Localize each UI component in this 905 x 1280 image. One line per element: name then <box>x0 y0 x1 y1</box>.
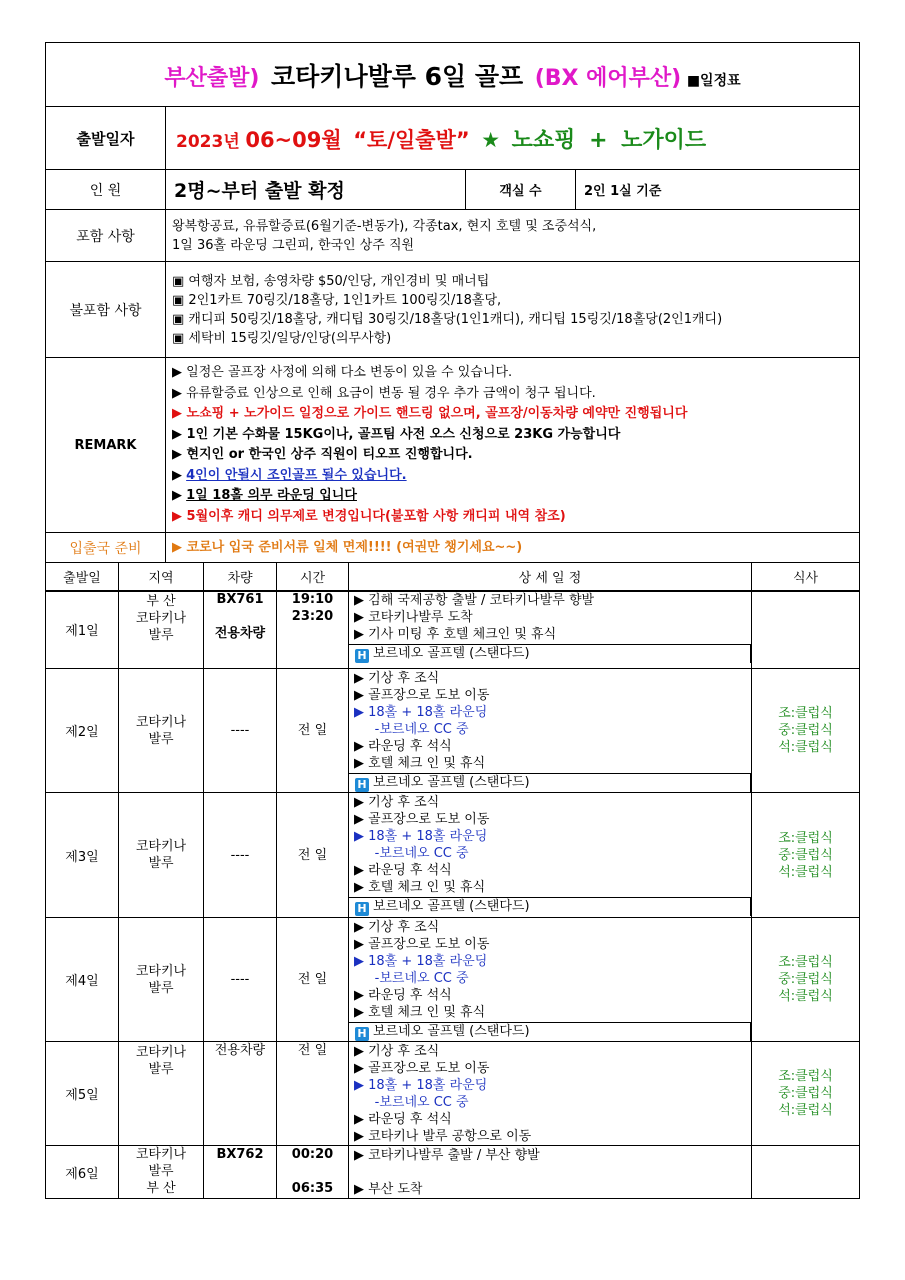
excluded-label: 불포함 사항 <box>46 262 166 358</box>
schedule-step: -보르네오 CC 중 <box>354 971 469 986</box>
region-cell: 부 산 코타키나 발루 <box>119 591 204 669</box>
hotel-line <box>349 1022 751 1041</box>
schedule-row <box>46 1146 860 1199</box>
remark-line-round <box>172 486 853 507</box>
departure-year: 2023년 <box>176 131 240 152</box>
region-cell: 코타키나 발루 <box>119 793 204 918</box>
people-label: 인 원 <box>46 170 166 210</box>
meals-cell <box>752 591 860 669</box>
remark-line-join <box>172 466 853 487</box>
schedule-step: ▶ 18홀 + 18홀 라운딩 <box>354 954 488 969</box>
schedule-table <box>45 562 860 592</box>
schedule-step: ▶ 18홀 + 18홀 라운딩 <box>354 1078 488 1093</box>
remark-text <box>166 358 860 533</box>
hotel-name: 보르네오 골프텔 (스탠다드) <box>373 899 530 914</box>
vehicle-cell: 전용차량 <box>204 1042 277 1146</box>
time-cell: 전 일 <box>277 669 349 793</box>
hotel-icon: H <box>355 1027 369 1041</box>
room-label: 객실 수 <box>466 170 576 210</box>
meals-cell <box>752 1146 860 1199</box>
header-time: 시간 <box>277 562 349 591</box>
vehicle-cell: BX762 <box>204 1146 277 1199</box>
schedule-step: ▶ 호텔 체크 인 및 휴식 <box>354 880 486 895</box>
schedule-step <box>349 1164 751 1181</box>
region-cell: 코타키나 발루 <box>119 669 204 793</box>
title-prefix: 부산출발) <box>164 65 260 91</box>
entry-label: 입출국 준비 <box>46 533 166 563</box>
title-main: 코타키나발루 6일 골프 <box>271 61 524 91</box>
join-golf-link[interactable]: 4인이 안될시 조인골프 될수 있습니다. <box>186 467 407 483</box>
hotel-line <box>349 897 751 916</box>
detail-cell <box>349 591 752 669</box>
detail-cell <box>349 1146 752 1199</box>
schedule-step: ▶ 코타키나 발루 공항으로 이동 <box>354 1129 532 1144</box>
remark-line-highlight: ▶ 노쇼핑 + 노가이드 일정으로 가이드 핸드링 없으며, 골프장/이동차량 예약만 진행됩니다 <box>172 404 853 425</box>
departure-label: 출발일자 <box>46 107 166 170</box>
star-icon: ★ <box>481 127 501 152</box>
time-cell: 전 일 <box>277 918 349 1042</box>
schedule-step: ▶ 라운딩 후 석식 <box>354 1112 452 1127</box>
included-text <box>166 210 860 262</box>
departure-days: “토/일출발” <box>353 127 470 152</box>
schedule-step: ▶ 골프장으로 도보 이동 <box>354 688 490 703</box>
day-cell: 제2일 <box>46 669 119 793</box>
remark-label: REMARK <box>46 358 166 533</box>
header-vehicle: 차량 <box>204 562 277 591</box>
schedule-row <box>46 918 860 1042</box>
hotel-name: 보르네오 골프텔 (스탠다드) <box>373 775 530 790</box>
schedule-step: ▶ 골프장으로 도보 이동 <box>354 1061 490 1076</box>
vehicle-cell: ---- <box>204 918 277 1042</box>
hotel-line <box>349 644 751 663</box>
day-cell: 제6일 <box>46 1146 119 1199</box>
schedule-step: ▶ 골프장으로 도보 이동 <box>354 937 490 952</box>
header-meals: 식사 <box>752 562 860 591</box>
remark-round-text: 1일 18홀 의무 라운딩 입니다 <box>186 488 357 503</box>
schedule-step: ▶ 18홀 + 18홀 라운딩 <box>354 829 488 844</box>
schedule-step: ▶ 기사 미팅 후 호텔 체크인 및 휴식 <box>354 627 557 642</box>
meals-cell: 조:클럽식 중:클럽식 석:클럽식 <box>752 918 860 1042</box>
hotel-icon: H <box>355 902 369 916</box>
detail-cell <box>349 1042 752 1146</box>
schedule-body <box>45 590 860 1199</box>
title-airline: (BX 에어부산) <box>534 65 682 91</box>
included-line: 왕복항공료, 유류할증료(6월기준-변동가), 각종tax, 현지 호텔 및 조중석식, <box>172 218 597 234</box>
detail-cell <box>349 669 752 793</box>
schedule-step: ▶ 라운딩 후 석식 <box>354 739 452 754</box>
excluded-line: ▣ 2인1카트 70링깃/18홀당, 1인1카트 100링깃/18홀당, <box>172 291 853 310</box>
title-badge: ■일정표 <box>686 72 741 89</box>
detail-cell <box>349 793 752 918</box>
entry-text: ▶ 코로나 입국 준비서류 일체 면제!!!! (여권만 챙기세요~~) <box>166 533 860 563</box>
hotel-icon: H <box>355 778 369 792</box>
included-label: 포함 사항 <box>46 210 166 262</box>
schedule-step: ▶ 호텔 체크 인 및 휴식 <box>354 1005 486 1020</box>
remark-line: ▶ 1인 기본 수화물 15KG이나, 골프팀 사전 오스 신청으로 23KG 가능합니다 <box>172 425 853 446</box>
excluded-text <box>166 262 860 358</box>
excluded-line: ▣ 여행자 보험, 송영차량 $50/인당, 개인경비 및 매너팁 <box>172 272 853 291</box>
hotel-icon: H <box>355 649 369 663</box>
schedule-row <box>46 1042 860 1146</box>
hotel-name: 보르네오 골프텔 (스탠다드) <box>373 1024 530 1039</box>
title-bar <box>46 43 860 107</box>
day-cell: 제1일 <box>46 591 119 669</box>
info-table <box>45 42 860 563</box>
schedule-step: -보르네오 CC 중 <box>354 1095 469 1110</box>
hotel-name: 보르네오 골프텔 (스탠다드) <box>373 646 530 661</box>
meals-cell: 조:클럽식 중:클럽식 석:클럽식 <box>752 669 860 793</box>
region-cell: 코타키나 발루 부 산 <box>119 1146 204 1199</box>
header-region: 지역 <box>119 562 204 591</box>
remark-line: ▶ 일정은 골프장 사정에 의해 다소 변동이 있을 수 있습니다. <box>172 363 853 384</box>
schedule-step: ▶ 골프장으로 도보 이동 <box>354 812 490 827</box>
day-cell: 제4일 <box>46 918 119 1042</box>
schedule-step: ▶ 기상 후 조식 <box>354 1044 440 1059</box>
day-cell: 제5일 <box>46 1042 119 1146</box>
schedule-step: ▶ 기상 후 조식 <box>354 795 440 810</box>
departure-months: 06~09월 <box>245 127 342 152</box>
schedule-header-row <box>46 562 860 591</box>
remark-line-caddy: ▶ 5월이후 캐디 의무제로 변경입니다(불포함 사항 캐디피 내역 참조) <box>172 507 853 528</box>
day-cell: 제3일 <box>46 793 119 918</box>
schedule-step: -보르네오 CC 중 <box>354 722 469 737</box>
excluded-line: ▣ 세탁비 15링깃/일당/인당(의무사항) <box>172 329 853 348</box>
schedule-step: ▶ 라운딩 후 석식 <box>354 863 452 878</box>
time-cell: 전 일 <box>277 793 349 918</box>
vehicle-cell: ---- <box>204 669 277 793</box>
region-cell: 코타키나 발루 <box>119 1042 204 1146</box>
schedule-days <box>45 590 860 1199</box>
schedule-row <box>46 793 860 918</box>
time-cell: 00:20 06:35 <box>277 1146 349 1199</box>
schedule-step: ▶ 기상 후 조식 <box>354 920 440 935</box>
hotel-line <box>349 773 751 792</box>
schedule-step: ▶ 기상 후 조식 <box>354 671 440 686</box>
meals-cell: 조:클럽식 중:클럽식 석:클럽식 <box>752 793 860 918</box>
schedule-step: ▶ 김해 국제공항 출발 / 코타키나발루 향발 <box>354 593 595 608</box>
itinerary-document <box>45 42 860 1199</box>
schedule-step: ▶ 호텔 체크 인 및 휴식 <box>354 756 486 771</box>
departure-info <box>166 107 860 170</box>
time-cell: 전 일 <box>277 1042 349 1146</box>
meals-cell: 조:클럽식 중:클럽식 석:클럽식 <box>752 1042 860 1146</box>
schedule-row <box>46 591 860 669</box>
vehicle-cell: BX761 전용차량 <box>204 591 277 669</box>
room-value: 2인 1실 기준 <box>576 170 860 210</box>
region-cell: 코타키나 발루 <box>119 918 204 1042</box>
schedule-step: ▶ 18홀 + 18홀 라운딩 <box>354 705 488 720</box>
time-cell: 19:10 23:20 <box>277 591 349 669</box>
schedule-step: ▶ 라운딩 후 석식 <box>354 988 452 1003</box>
people-value: 2명~부터 출발 확정 <box>166 170 466 210</box>
detail-cell <box>349 918 752 1042</box>
departure-feature: 노쇼핑 + 노가이드 <box>511 127 707 153</box>
schedule-row <box>46 669 860 793</box>
header-day: 출발일 <box>46 562 119 591</box>
remark-line: ▶ 유류할증료 인상으로 인해 요금이 변동 될 경우 추가 금액이 청구 됩니다. <box>172 384 853 405</box>
included-line: 1일 36홀 라운딩 그린피, 한국인 상주 직원 <box>172 237 415 253</box>
schedule-step: ▶ 부산 도착 <box>354 1182 423 1197</box>
header-detail: 상 세 일 정 <box>349 562 752 591</box>
schedule-step: ▶ 코타키나발루 도착 <box>354 610 473 625</box>
vehicle-cell: ---- <box>204 793 277 918</box>
schedule-step: -보르네오 CC 중 <box>354 846 469 861</box>
schedule-step: ▶ 코타키나발루 출발 / 부산 향발 <box>354 1148 540 1163</box>
excluded-line: ▣ 캐디피 50링깃/18홀당, 캐디팁 30링깃/18홀당(1인1캐디), 캐디팁 15링깃/18홀당(2인1캐디) <box>172 310 853 329</box>
remark-line: ▶ 현지인 or 한국인 상주 직원이 티오프 진행합니다. <box>172 445 853 466</box>
